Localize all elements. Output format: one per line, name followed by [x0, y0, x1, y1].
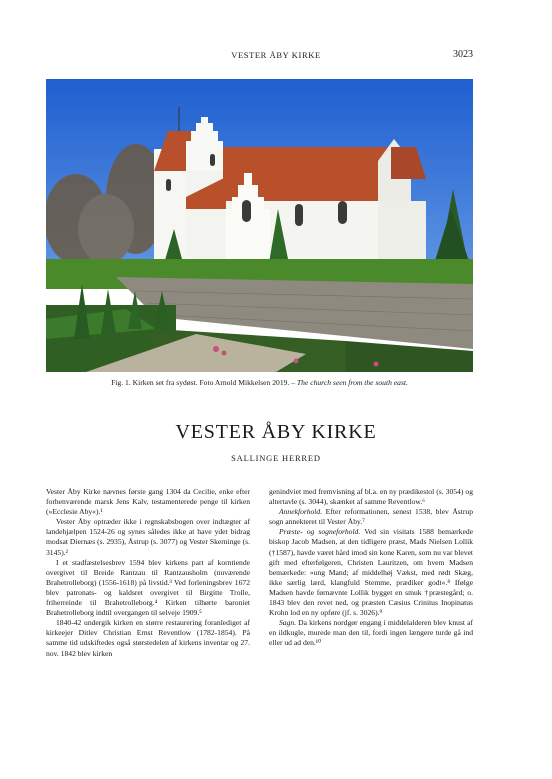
- paragraph: Annekforhold. Efter reformationen, senest 1538, blev Åstrup sogn annekteret til Vester Åby.⁷: [269, 507, 473, 527]
- left-column: [46, 487, 250, 659]
- caption-english: The church seen from the south east.: [296, 378, 408, 387]
- right-column: [269, 487, 473, 649]
- section-lead: Sagn.: [279, 618, 297, 628]
- page-number: 3023: [453, 49, 473, 60]
- section-lead: Annekforhold.: [279, 507, 323, 517]
- paragraph: genindviet med fremvisning af bl.a. en ny prædikestol (s. 3054) og altertavle (s. 3044), skænket af samme Reventlow.⁶: [269, 487, 473, 507]
- figure-caption: [46, 378, 473, 388]
- paragraph: I et stadfæstelsesbrev 1594 blev kirkens part af korntiende overgivet til Breide Rantzau til Rantzausholm (nuværende Brahetrolleborg) (1556-1618) på livstid.³ Ved forleningsbrev 1672 blev patronats- og kaldsret overgivet til Birgitte Trolle, friherreinde til Brahetrolleborg.⁴ Kirken tilhørte baroniet Brahetrolleborg indtil overgangen til selveje 1909.⁵: [46, 557, 250, 618]
- article-subtitle: SALLINGE HERRED: [231, 453, 321, 463]
- caption-main: Fig. 1. Kirken set fra sydøst. Foto Arnold Mikkelsen 2019. –: [111, 378, 297, 387]
- paragraph: Vester Åby Kirke nævnes første gang 1304 da Cecilie, enke efter forhenværende marsk Jens Kalv, testamenterede penge til kirken (»Ecclesie Aby«).¹: [46, 487, 250, 517]
- church-photo: [46, 79, 473, 372]
- section-lead: Præste- og sogneforhold.: [279, 527, 361, 537]
- paragraph: Sagn. Da kirkens nordgør engang i middelalderen blev knust af en ildkugle, murede man den til, fordi ingen længere turde gå ind eller ud ad den.¹⁰: [269, 618, 473, 648]
- running-head: VESTER ÅBY KIRKE: [231, 50, 321, 60]
- article-title: VESTER ÅBY KIRKE: [175, 421, 377, 443]
- paragraph: 1840-42 undergik kirken en større restaurering foranlediget af kirkeejer Ditlev Christian Ernst Reventlow (1782-1854). På samme tid udskiftedes også størstedelen af kirkens inventar og 27. nov. 1842 blev kirken: [46, 618, 250, 658]
- paragraph: Vester Åby optræder ikke i regnskabsbogen over indtægter af landehjælpen 1524-26 og synes således ikke at have ydet bidrag modsat Diernæs (s. 2935), Åstrup (s. 3077) og Vester Skerninge (s. 3145).²: [46, 517, 250, 557]
- paragraph: Præste- og sogneforhold. Ved sin visitats 1588 bemærkede biskop Jacob Madsen, at den tidligere præst, Mads Nielsen Lollik (†1587), havde været hård imod sin kone Karen, som nu var blevet gift med efterfølgeren, Christen Lauritzen, om hvem Madsen bemærkede: »ung Mand; af middelhøj Vækst, med rødt Skæg, ikke særlig lærd, klangfuld Stemme, prædiker godt«.⁸ Ifølge Madsen havde førnævnte Lollik bygget en smuk †præstegård; o. 1843 blev den revet ned, og præsten Cæsius Crinitus Inopinatus Krohn lod en ny opføre (jf. s. 3026).⁹: [269, 527, 474, 618]
